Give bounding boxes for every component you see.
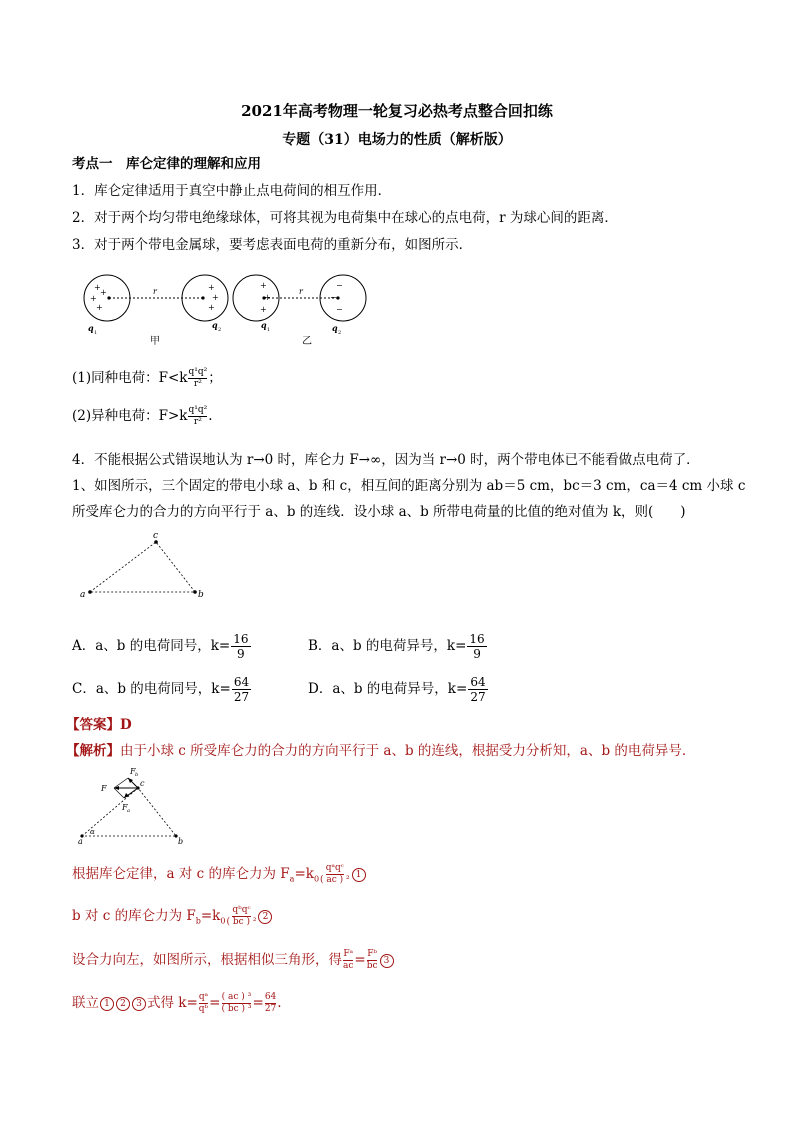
svg-text:+: + [208,303,215,312]
sphere-q2-right [320,275,366,321]
force-fa-label: F [122,803,128,812]
svg-text:+: + [264,293,271,302]
svg-text:2: 2 [218,327,222,333]
q2-label-left: q [212,320,218,330]
svg-text:+: + [100,288,107,297]
svg-text:+: + [96,303,103,312]
equation-1: 根据库仑定律，a 对 c 的库仑力为 $F_a=k_0$ $\frac{\text{qᵃqᶜ}}{\text{( ac ) ²}}$ 1 [72,864,367,890]
answer-label: 【答案】D [66,717,132,733]
equation-4: 联立 1 2 3 式得 k= $\frac{\text{qᵃ}}{\text{qᵇ}}$ = $\frac{\text{( ac ) ³}}{\text{( bc ) ³}}$ = $\frac{64}{27}$ . [72,992,282,1014]
document-subtitle: 专题（31）电场力的性质（解析版） [282,132,512,148]
force-b-label: b [178,837,184,846]
option-b[interactable]: B．a、b 的电荷异号，k= $\frac{16}{9}$ [308,632,485,661]
option-d[interactable]: D．a、b 的电荷异号，k= $\frac{64}{27}$ [308,675,486,704]
svg-text:b: b [135,772,139,778]
svg-text:+: + [90,294,97,303]
alpha-label: α [90,828,95,836]
label-jia: 甲 [150,336,160,347]
svg-text:+: + [260,305,267,314]
case-opposite-charge: (2)异种电荷：F>k $\frac{\text{q¹q²}}{\text{r²}}$ . [72,405,213,427]
r-label-left: r [153,287,157,296]
q1-label-left: q [88,323,94,333]
equation-3: 设合力向左，如图所示，根据相似三角形，得 $\frac{\text{Fᵃ}}{ac}$ = $\frac{\text{Fᵇ}}{bc}$ 3 [72,950,395,971]
force-f-label: F [101,784,107,793]
case-same-charge: (1)同种电荷：F<k $\frac{\text{q¹q²}}{\text{r²}}$ ； [72,367,222,389]
triangle-figure [72,530,212,605]
label-yi: 乙 [302,336,312,347]
svg-text:−: − [336,305,343,314]
svg-text:−: − [336,281,343,290]
point-4: 4．不能根据公式错误地认为 r→0 时，库仑力 F→∞，因为当 r→0 时，两个带电体已不能看做点电荷了． [72,452,700,468]
force-c-label: c [140,779,145,788]
force-diagram [78,766,198,846]
analysis-line: 【解析】由于小球 c 所受库仑力的合力的方向平行于 a、b 的连线，根据受力分析知，a、b 的电荷异号． [66,743,696,759]
section-heading: 考点一 库仑定律的理解和应用 [72,156,261,172]
question-line-2: 所受库仑力的合力的方向平行于 a、b 的连线．设小球 a、b 所带电荷量的比值的绝对值为 k，则( ) [72,504,686,520]
sphere-q2-left [182,275,228,321]
svg-text:−: − [330,293,337,302]
force-fb-label: F [130,767,136,776]
point-c-label: c [153,531,159,541]
point-1: 1．库仑定律适用于真空中静止点电荷间的相互作用． [72,183,392,199]
svg-text:+: + [260,281,267,290]
svg-text:2: 2 [338,330,342,336]
document-title: 2021年高考物理一轮复习必热考点整合回扣练 [241,102,553,120]
point-a-label: a [80,590,86,600]
equation-2: b 对 c 的库仑力为 $F_b=k_0$ $\frac{\text{qᵇqᶜ}}{\text{( bc ) ²}}$ 2 [72,906,273,932]
r-label-right: r [299,287,303,296]
q2-label-right: q [332,323,338,333]
option-c[interactable]: C．a、b 的电荷同号，k= $\frac{64}{27}$ [72,675,250,704]
charged-spheres-figure [80,270,380,350]
svg-text:+: + [208,283,215,292]
point-2: 2．对于两个均匀带电绝缘球体，可将其视为电荷集中在球心的点电荷，r 为球心间的距离． [72,210,618,226]
svg-text:+: + [212,293,219,302]
svg-text:1: 1 [267,327,271,333]
point-3: 3．对于两个带电金属球，要考虑表面电荷的重新分布，如图所示． [72,237,473,253]
option-a[interactable]: A．a、b 的电荷同号，k= $\frac{16}{9}$ [72,632,249,661]
svg-text:+: + [94,283,101,292]
svg-text:a: a [127,808,130,814]
question-line-1: 1、如图所示，三个固定的带电小球 a、b 和 c，相互间的距离分别为 ab＝5 cm，bc＝3 cm，ca＝4 cm 小球 c [72,478,746,494]
svg-text:1: 1 [94,330,98,336]
force-a-label: a [78,837,83,846]
point-b-label: b [198,590,204,600]
q1-label-right: q [261,320,267,330]
